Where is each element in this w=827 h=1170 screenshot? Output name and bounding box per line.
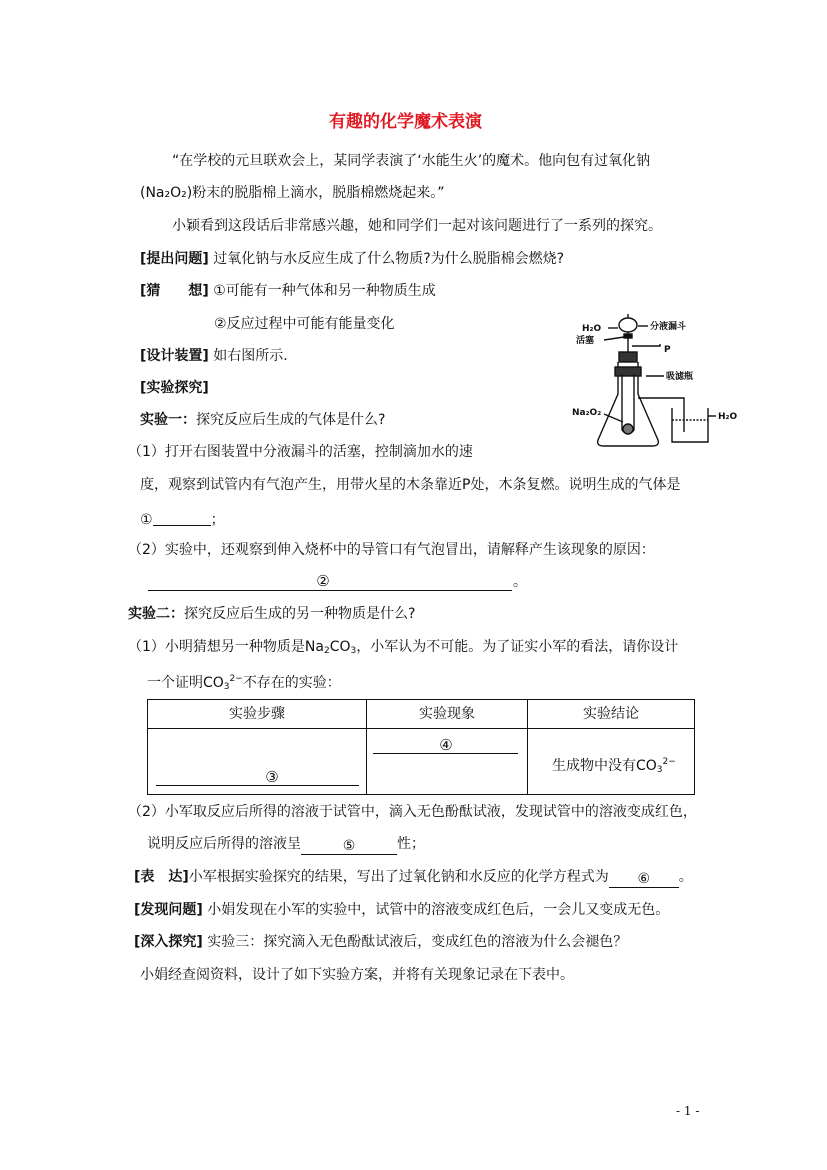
express-row — [134, 867, 693, 888]
header-conclusion: 实验结论 — [583, 706, 639, 722]
exp2-label: 实验二： — [128, 606, 184, 622]
steps-cell — [148, 729, 367, 795]
exp2-q1-line-1 — [128, 637, 678, 661]
exp2-q1-text-a: （1）小明猜想另一种物质是Na — [128, 639, 324, 655]
exp2-q2-text-a: 说明反应后所得的溶液呈 — [147, 836, 301, 852]
exp2-q1-line2-text-b: 不存在的实验： — [242, 675, 341, 691]
guess-row — [140, 281, 436, 301]
table-header-row — [148, 700, 695, 729]
header-steps: 实验步骤 — [229, 706, 285, 722]
page-number: - 1 - — [676, 1104, 700, 1118]
guess-label: [猜 想] — [140, 283, 209, 299]
conclusion-text-a: 生成物中没有CO — [552, 758, 657, 774]
na2o2-powder — [623, 424, 633, 434]
blank-1-mark: ① — [140, 512, 153, 528]
question-row — [140, 249, 564, 269]
label-p: P — [664, 345, 671, 355]
found-text: 小娟发现在小军的实验中，试管中的溶液变成红色后，一会儿又变成无色。 — [207, 902, 670, 918]
exp1-q2: （2）实验中，还观察到伸入烧杯中的导管口有气泡冒出，请解释产生该现象的原因： — [128, 542, 655, 558]
apparatus-figure — [568, 312, 740, 460]
stopcock — [624, 334, 632, 338]
deep-text: 实验三：探究滴入无色酚酞试液后，变成红色的溶液为什么会褪色？ — [207, 934, 628, 950]
blank-3-mark: ③ — [265, 768, 279, 786]
conclusion-text — [552, 752, 676, 780]
blank-6-mark: ⑥ — [637, 871, 651, 887]
exp2-q1-sub-1: 2 — [323, 646, 330, 656]
label-h2o-right: H₂O — [718, 412, 738, 422]
conclusion-cell — [528, 729, 695, 795]
blank-6[interactable] — [609, 869, 679, 888]
leader-stopcock — [604, 337, 624, 340]
side-arm-tube — [638, 398, 684, 432]
exp2-title: 探究反应后生成的另一种物质是什么? — [184, 606, 416, 622]
table-row — [148, 729, 695, 795]
blank-1-end: ； — [210, 512, 225, 528]
label-stopcock: 活塞 — [576, 336, 595, 346]
exp2-q1-line-2 — [147, 669, 341, 697]
found-row — [134, 900, 669, 920]
exp2-heading — [128, 604, 415, 624]
exp2-q1-text-b: CO — [329, 639, 351, 655]
question-label: [提出问题] — [140, 251, 209, 267]
blank-5-mark: ⑤ — [342, 838, 356, 854]
exp1-heading — [140, 410, 385, 430]
label-funnel: 分液漏斗 — [650, 322, 687, 332]
exp2-q1-line2-text-a: 一个证明CO — [147, 675, 224, 691]
deep-row — [134, 932, 627, 952]
phenomena-cell — [367, 729, 528, 795]
exp1-label: 实验一： — [140, 412, 196, 428]
exp2-q1-line2-sup: 2− — [229, 674, 243, 684]
guess-item-2: ②反应过程中可能有能量变化 — [214, 316, 395, 332]
blank-4-mark: ④ — [439, 736, 453, 754]
blank-2-mark: ② — [316, 572, 330, 590]
na2o2-formula: (Na₂O₂) — [140, 185, 193, 201]
stopper — [619, 352, 637, 362]
question-text: 过氧化钠与水反应生成了什么物质?为什么脱脂棉会燃烧? — [213, 251, 565, 267]
design-label: [设计装置] — [140, 348, 209, 364]
intro-line-1: “在学校的元旦联欢会上，某同学表演了‘水能生火’的魔术。他向包有过氧化钠 — [172, 153, 651, 169]
funnel-bulb — [619, 318, 637, 332]
label-h2o-top: H₂O — [582, 324, 602, 334]
header-cell — [367, 700, 528, 729]
blank-3[interactable] — [156, 785, 359, 786]
intro-line-2-text: 粉末的脱脂棉上滴水，脱脂棉燃烧起来。” — [192, 185, 445, 201]
guess-item-1: ①可能有一种气体和另一种物质生成 — [213, 283, 436, 299]
conclusion-sub: 3 — [656, 765, 663, 775]
exp2-q2-line-1: （2）小军取反应后所得的溶液于试管中，滴入无色酚酞试液，发现试管中的溶液变成红色， — [128, 804, 697, 820]
conclusion-sup: 2− — [662, 757, 676, 767]
page-title: 有趣的化学魔术表演 — [329, 112, 482, 132]
found-label: [发现问题] — [134, 902, 203, 918]
header-phenomena: 实验现象 — [419, 706, 475, 722]
final-line: 小娟经查阅资料，设计了如下实验方案，并将有关现象记录在下表中。 — [140, 967, 574, 983]
flask-stopper — [615, 367, 641, 376]
exp2-q1-sub-2: 3 — [350, 646, 357, 656]
explore-label: [实验探究] — [140, 380, 209, 396]
blank-2-end: 。 — [513, 574, 527, 590]
blank-5[interactable] — [301, 836, 397, 855]
exp2-q1-text-c: ，小军认为不可能。为了证实小军的看法，请你设计 — [356, 639, 679, 655]
outlet-tube — [632, 344, 660, 346]
exp1-q1-line-2: 度，观察到试管内有气泡产生，用带火星的木条靠近P处，木条复燃。说明生成的气体是 — [140, 477, 681, 493]
exp2-q2-line-2 — [147, 834, 425, 855]
exp2-q1-line2-sub: 3 — [223, 682, 230, 692]
label-na2o2: Na₂O₂ — [572, 408, 602, 418]
express-label: [表 达] — [134, 869, 189, 885]
exp2-q2-text-b: 性； — [397, 836, 425, 852]
label-flask: 吸滤瓶 — [666, 372, 694, 382]
exp1-q1-answer-row — [140, 507, 225, 530]
deep-label: [深入探究] — [134, 934, 203, 950]
header-cell — [528, 700, 695, 729]
exp1-q1-line-1: （1）打开右图装置中分液漏斗的活塞，控制滴加水的速 — [128, 444, 473, 460]
design-text: 如右图所示. — [213, 348, 288, 364]
blank-1[interactable] — [153, 507, 211, 526]
intro-line-2 — [140, 183, 445, 203]
experiment-table — [147, 699, 695, 795]
beaker — [672, 408, 708, 442]
header-cell — [148, 700, 367, 729]
express-text: 小军根据实验探究的结果，写出了过氧化钠和水反应的化学方程式为 — [188, 869, 609, 885]
exp1-title: 探究反应后生成的气体是什么? — [196, 412, 386, 428]
intro-line-3: 小颖看到这段话后非常感兴趣，她和同学们一起对该问题进行了一系列的探究。 — [172, 218, 662, 234]
express-end: 。 — [678, 869, 693, 885]
design-row — [140, 346, 288, 366]
